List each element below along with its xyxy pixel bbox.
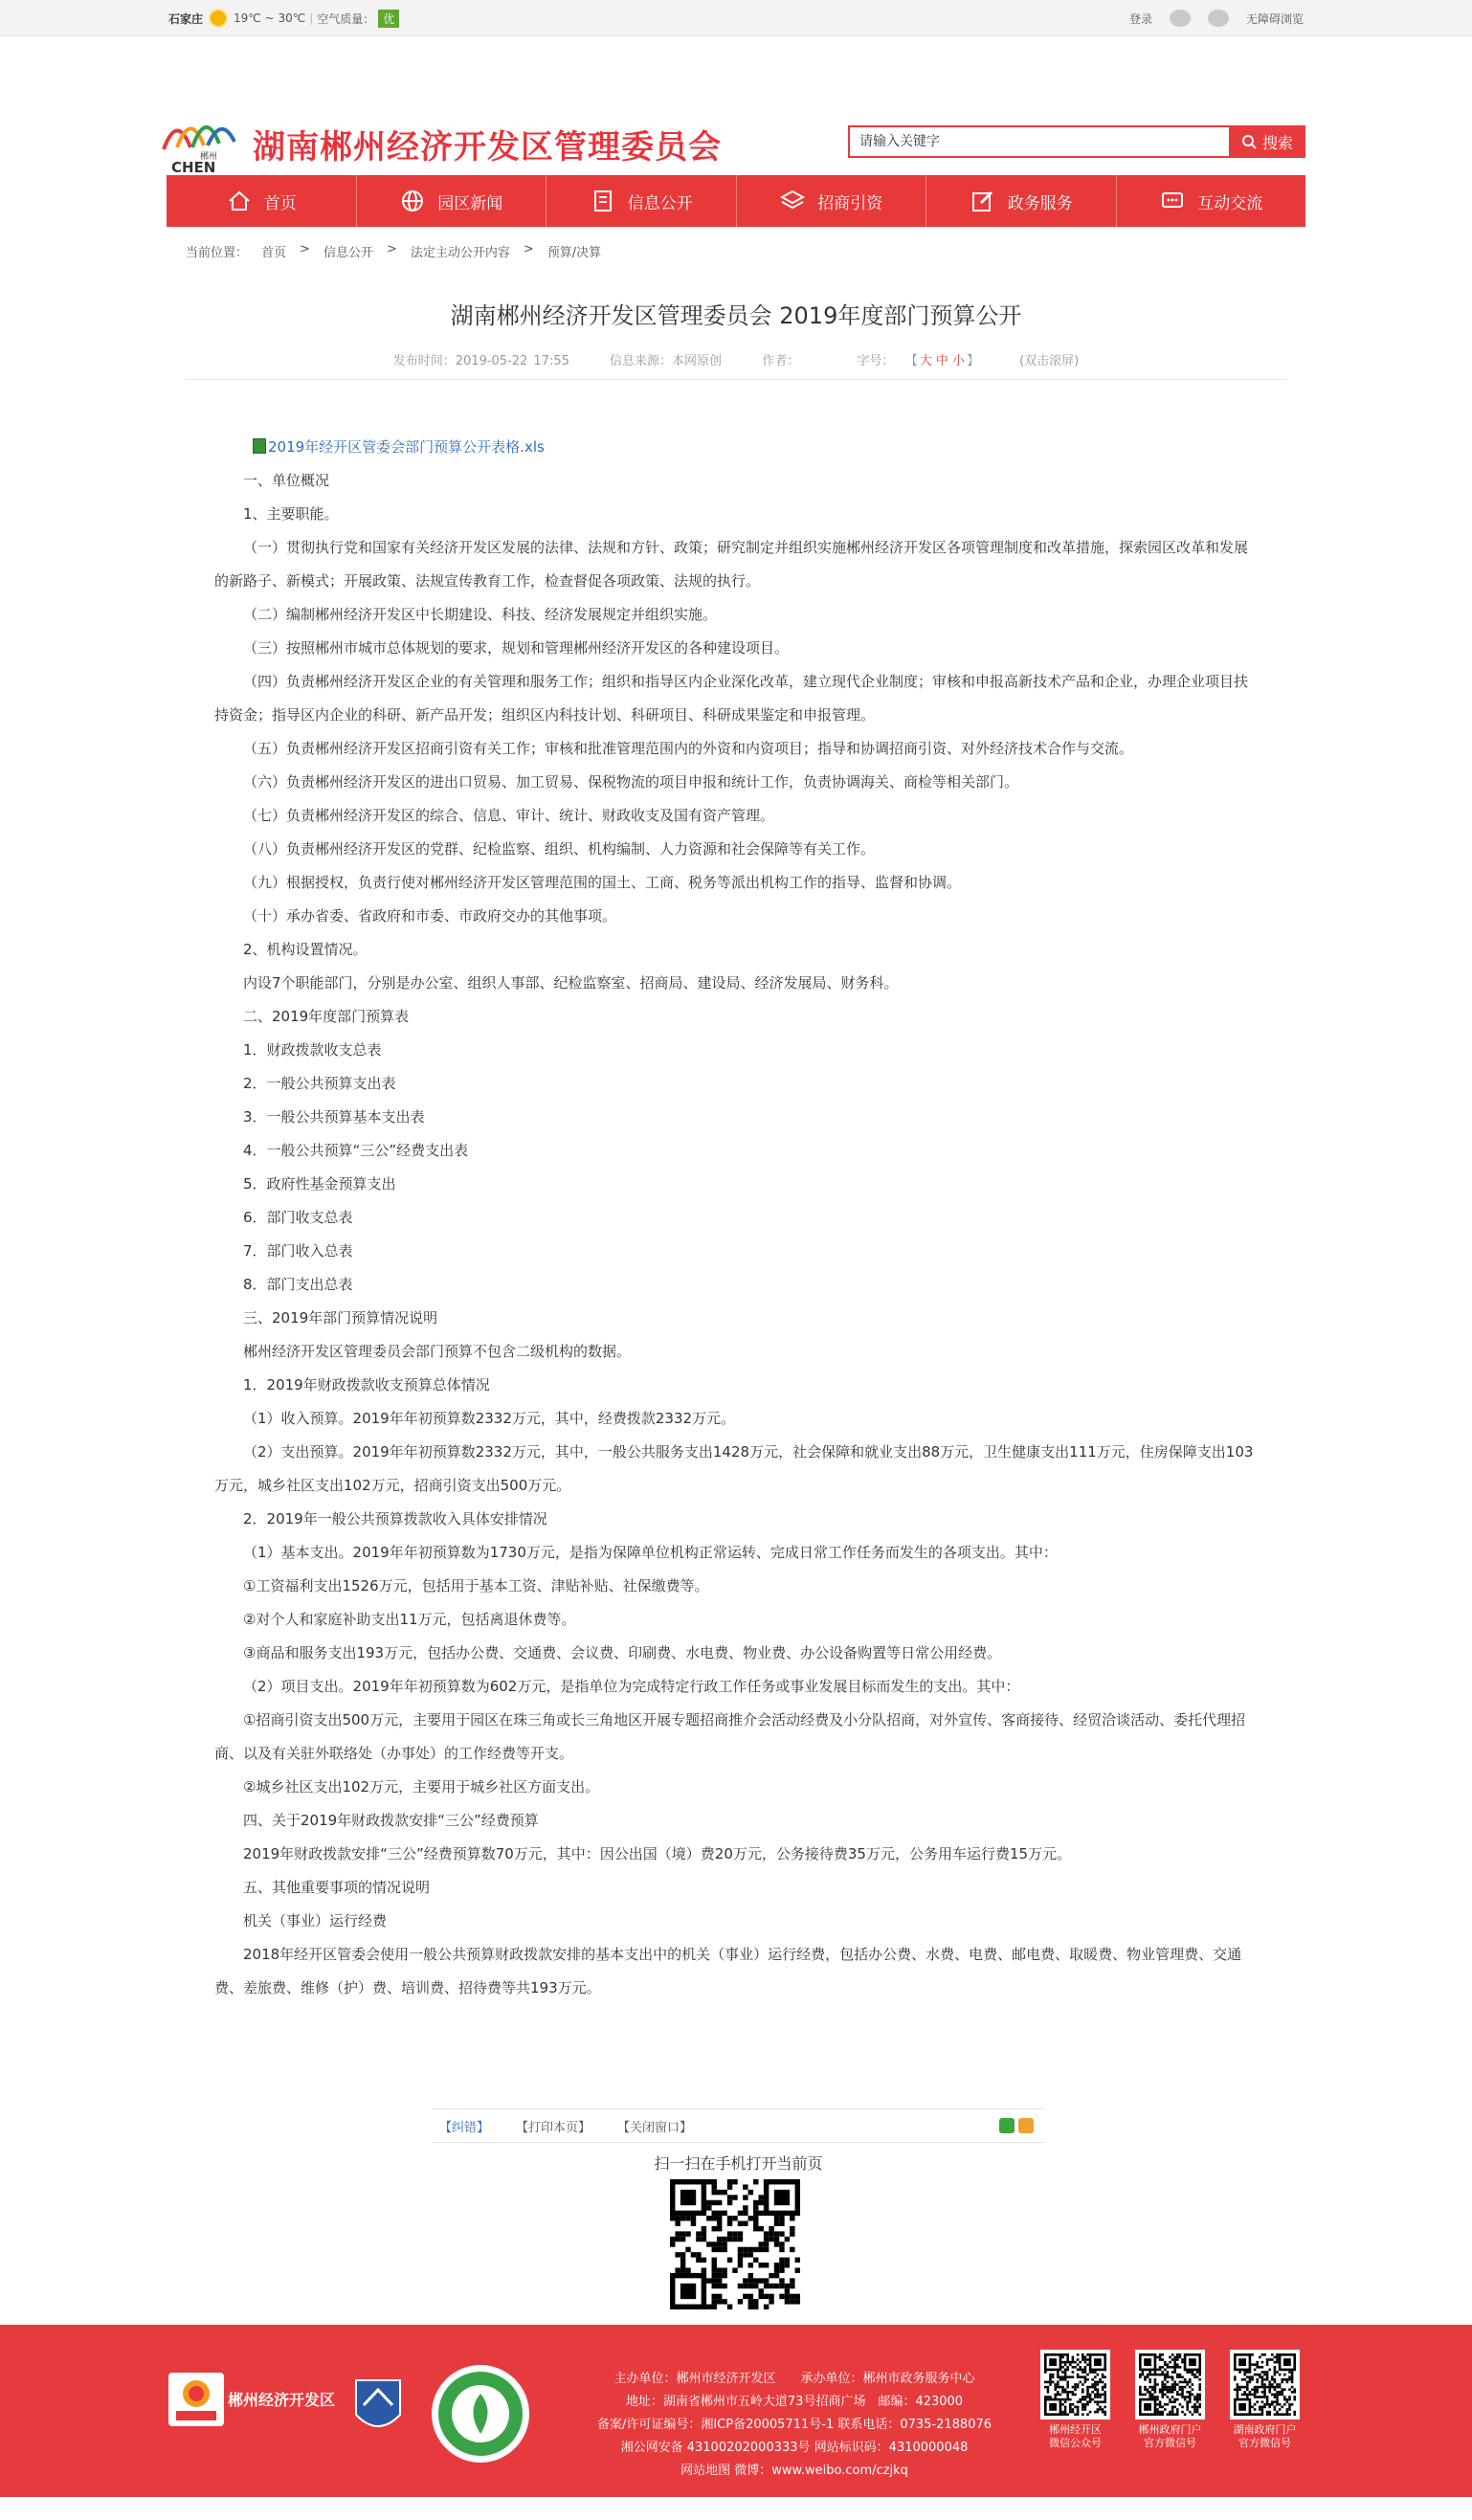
public-institution-badge [352, 2376, 404, 2438]
article-paragraph: 2．一般公共预算支出表 [243, 1075, 396, 1092]
article-paragraph: 1、主要职能。 [243, 505, 339, 523]
search-input[interactable] [848, 125, 1229, 158]
font-size-label: 字号： [857, 354, 895, 368]
weibo-share-icon[interactable] [1018, 2118, 1034, 2133]
nav-label: 政务服务 [1007, 193, 1073, 213]
article-paragraph: 一、单位概况 [243, 472, 330, 489]
footer-org-name: 郴州经济开发区 [228, 2391, 336, 2409]
article-paragraph: 内设7个职能部门，分别是办公室、组织人事部、纪检监察室、招商局、建设局、经济发展局、财务科。 [243, 974, 899, 992]
footer-qr-group [1039, 2350, 1301, 2450]
main-nav [167, 175, 1305, 227]
article-paragraph: 五、其他重要事项的情况说明 [243, 1879, 431, 1896]
nav-label: 互动交流 [1197, 193, 1263, 213]
civilized-unit-emblem [432, 2365, 529, 2463]
footer-address: 地址：湖南省郴州市五岭大道73号招商广场 邮编：423000 [625, 2395, 964, 2409]
nav-label: 园区新闻 [437, 193, 503, 213]
article-paragraph: 四、关于2019年财政拨款安排“三公”经费预算 [243, 1812, 539, 1829]
footer [0, 2325, 1472, 2497]
nav-label: 信息公开 [627, 193, 693, 213]
breadcrumb [186, 242, 601, 260]
logo-en: CHEN [171, 159, 216, 175]
czeda-logo [168, 2373, 224, 2426]
article-paragraph: （2）项目支出。2019年年初预算数为602万元，是指单位为完成特定行政工作任务或事业发展目标而发生的支出。其中： [243, 1678, 1020, 1695]
article-paragraph: 1．财政拨款收支总表 [243, 1041, 382, 1059]
separator: | [309, 11, 314, 25]
wechat-icon[interactable] [1208, 10, 1229, 27]
breadcrumb-item[interactable]: 法定主动公开内容 [410, 246, 510, 260]
article-source: 信息来源：本网原创 [610, 354, 723, 368]
nav-item-interact[interactable] [1117, 175, 1306, 227]
page-qr-code [670, 2179, 800, 2309]
article-paragraph: 机关（事业）运行经费 [243, 1912, 388, 1929]
article-paragraph: ①工资福利支出1526万元，包括用于基本工资、津贴补贴、社保缴费等。 [243, 1577, 709, 1595]
article-paragraph: （四）负责郴州经济开发区企业的有关管理和服务工作；组织和指导区内企业深化改革，建立现代企业制度；审核和申报高新技术产品和企业，办理企业项目扶持资金；指导区内企业的科研、新产品开发；组织区内科技计划、科研项目、科研成果鉴定和申报管理。 [214, 673, 1249, 724]
qr-caption: 官方微信号 [1144, 2437, 1196, 2449]
city-name: 石家庄 [168, 11, 204, 26]
qr-caption: 微信公众号 [1049, 2437, 1102, 2449]
footer-qr-item [1039, 2350, 1111, 2450]
qr-code-icon [1139, 2353, 1201, 2416]
breadcrumb-item[interactable]: 信息公开 [323, 246, 373, 260]
footer-icp[interactable]: 备案/许可证编号：湘ICP备20005711号-1 联系电话：0735-2188076 [596, 2418, 992, 2432]
article-paragraph: （三）按照郴州市城市总体规划的要求，规划和管理郴州经济开发区的各种建设项目。 [243, 639, 790, 657]
article-paragraph: ①招商引资支出500万元，主要用于园区在珠三角或长三角地区开展专题招商推介会活动经费及小分队招商，对外宣传、客商接待、经贸洽谈活动、委托代理招商、以及有关驻外联络处（办事处）的工作经费等开支。 [214, 1711, 1246, 1762]
nav-item-invest[interactable] [737, 175, 927, 227]
footer-qr-item [1229, 2350, 1301, 2450]
site-logo[interactable] [158, 103, 244, 175]
nav-label: 招商引资 [817, 193, 883, 213]
footer-sponsor: 主办单位：郴州市经济开发区 [613, 2372, 776, 2386]
breadcrumb-sep: > [386, 242, 397, 256]
divider [186, 379, 1286, 380]
layers-icon [779, 188, 806, 214]
article-author: 作者： [762, 354, 800, 368]
article-paragraph: 2018年经开区管委会使用一般公共预算财政拨款安排的基本支出中的机关（事业）运行经费，包括办公费、水费、电费、邮电费、取暖费、物业管理费、交通费、差旅费、维修（护）费、培训费、招待费等共193万元。 [214, 1946, 1242, 1996]
globe-icon [399, 188, 426, 214]
breadcrumb-sep: > [523, 242, 534, 256]
air-label: 空气质量： [317, 11, 375, 26]
article-paragraph: （五）负责郴州经济开发区招商引资有关工作；审核和批准管理范围内的外资和内资项目；指导和协调招商引资、对外经济技术合作与交流。 [243, 740, 1134, 757]
login-link[interactable]: 登录 [1128, 11, 1152, 26]
share-icons [999, 2118, 1034, 2133]
font-small-button[interactable]: 小 [951, 354, 965, 368]
breadcrumb-item[interactable]: 首页 [261, 246, 287, 260]
top-bar [0, 0, 1472, 36]
article-meta [167, 350, 1305, 368]
search-button-label: 搜索 [1261, 133, 1293, 152]
nav-item-info[interactable] [546, 175, 737, 227]
font-size-control: 字号： 【 大 中 小 】 [857, 354, 979, 368]
article-paragraph: 三、2019年部门预算情况说明 [243, 1309, 438, 1327]
qr-code-icon [1234, 2353, 1296, 2416]
footer-info [574, 2368, 1015, 2483]
nav-item-service[interactable] [926, 175, 1117, 227]
close-window-link[interactable]: 【关闭窗口】 [617, 2120, 693, 2135]
article-paragraph: （八）负责郴州经济开发区的党群、纪检监察、组织、机构编制、人力资源和社会保障等有关工作。 [243, 840, 876, 858]
article-paragraph: 6．部门收支总表 [243, 1209, 353, 1226]
article-paragraph: 2、机构设置情况。 [243, 941, 368, 958]
dblclick-scroll: (双击滚屏) [1019, 354, 1080, 368]
site-title: 湖南郴州经济开发区管理委员会 [253, 128, 722, 167]
article-paragraph: （九）根据授权，负责行使对郴州经济开发区管理范围的国土、工商、税务等派出机构工作的指导、监督和协调。 [243, 874, 962, 891]
weather-text: 19℃ ~ 30℃ [234, 11, 306, 25]
footer-qr-item [1134, 2350, 1206, 2450]
article-paragraph: （六）负责郴州经济开发区的进出口贸易、加工贸易、保税物流的项目申报和统计工作，负责协调海关、商检等相关部门。 [243, 773, 1019, 791]
correct-link[interactable]: 【纠错】 [439, 2120, 490, 2135]
footer-links[interactable]: 网站地图 微博：www.weibo.com/czjkq [680, 2464, 908, 2478]
article-paragraph: 郴州经济开发区管理委员会部门预算不包含二级机构的数据。 [243, 1343, 632, 1360]
article-paragraph: 1．2019年财政拨款收支预算总体情况 [243, 1376, 490, 1394]
footer-police[interactable]: 湘公网安备 43100202000333号 网站标识码：4310000048 [620, 2441, 969, 2455]
nav-label: 首页 [263, 193, 297, 213]
article-title: 湖南郴州经济开发区管理委员会 2019年度部门预算公开 [450, 302, 1022, 329]
nav-item-home[interactable] [167, 175, 357, 227]
font-big-button[interactable]: 大 [919, 354, 932, 368]
nav-item-news[interactable] [357, 175, 547, 227]
breadcrumb-sep: > [300, 242, 310, 256]
edit-icon [970, 188, 996, 214]
home-icon [226, 188, 253, 214]
weibo-icon[interactable] [1170, 10, 1191, 27]
qr-caption: 郴州经开区 [1049, 2423, 1102, 2436]
breadcrumb-prefix: 当前位置： [186, 246, 249, 260]
article-paragraph: 7．部门收入总表 [243, 1242, 353, 1260]
search-icon [1241, 134, 1257, 149]
wechat-share-icon[interactable] [999, 2118, 1015, 2133]
article-paragraph: 8．部门支出总表 [243, 1276, 353, 1293]
document-icon [590, 188, 616, 214]
article-paragraph: 二、2019年度部门预算表 [243, 1008, 410, 1025]
logo-cn: 郴州 [200, 152, 218, 162]
attachment-link[interactable] [214, 431, 1258, 464]
print-link[interactable]: 【打印本页】 [516, 2120, 591, 2135]
qr-caption: 官方微信号 [1238, 2437, 1291, 2449]
article-paragraph: ②对个人和家庭补助支出11万元，包括离退休费等。 [243, 1611, 576, 1628]
scan-text: 扫一扫在手机打开当前页 [654, 2154, 823, 2173]
qr-code-icon [1044, 2353, 1106, 2416]
font-mid-button[interactable]: 中 [935, 354, 948, 368]
article-paragraph: （1）基本支出。2019年年初预算数为1730万元，是指为保障单位机构正常运转、完成日常工作任务而发生的各项支出。其中： [243, 1544, 1058, 1561]
qr-caption: 郴州政府门户 [1138, 2423, 1202, 2436]
accessible-link[interactable]: 无障碍浏览 [1245, 11, 1304, 26]
article-paragraph: 2．2019年一般公共预算拨款收入具体安排情况 [243, 1510, 547, 1528]
excel-file-icon [253, 438, 266, 454]
footer-undertaker: 承办单位：郴州市政务服务中心 [800, 2372, 975, 2386]
chat-icon [1159, 188, 1186, 214]
sun-icon [211, 11, 226, 26]
article-body [214, 431, 1258, 2005]
attachment-label: 2019年经开区管委会部门预算公开表格.xls [268, 438, 545, 456]
article-paragraph: 4．一般公共预算“三公”经费支出表 [243, 1142, 469, 1159]
article-paragraph: 5．政府性基金预算支出 [243, 1175, 396, 1193]
breadcrumb-item[interactable]: 预算/决算 [546, 246, 602, 260]
article-paragraph: ②城乡社区支出102万元，主要用于城乡社区方面支出。 [243, 1778, 600, 1795]
article-paragraph: （一）贯彻执行党和国家有关经济开发区发展的法律、法规和方针、政策；研究制定并组织实施郴州经济开发区各项管理制度和改革措施，探索园区改革和发展的新路子、新模式；开展政策、法规宣传教育工作，检查督促各项政策、法规的执行。 [214, 539, 1249, 590]
article-paragraph: （七）负责郴州经济开发区的综合、信息、审计、统计、财政收支及国有资产管理。 [243, 807, 775, 824]
article-paragraph: 3．一般公共预算基本支出表 [243, 1108, 425, 1126]
bottom-strip [0, 2497, 1472, 2520]
topbar-right [1129, 10, 1304, 27]
article-paragraph: （2）支出预算。2019年年初预算数2332万元，其中，一般公共服务支出1428万元，社会保障和就业支出88万元，卫生健康支出111万元，住房保障支出103万元，城乡社区支出102万元，招商引资支出500万元。 [214, 1443, 1254, 1494]
search-button[interactable] [1229, 125, 1305, 158]
qr-caption: 湖南政府门户 [1233, 2423, 1297, 2436]
article-paragraph: ③商品和服务支出193万元，包括办公费、交通费、会议费、印刷费、水电费、物业费、办公设备购置等日常公用经费。 [243, 1644, 1002, 1661]
article-paragraph: （十）承办省委、省政府和市委、市政府交办的其他事项。 [243, 907, 617, 925]
article-paragraph: （1）收入预算。2019年年初预算数2332万元，其中，经费拨款2332万元。 [243, 1410, 736, 1427]
article-paragraph: （二）编制郴州经济开发区中长期建设、科技、经济发展规定并组织实施。 [243, 606, 718, 623]
header [0, 36, 1472, 175]
article-paragraph: 2019年财政拨款安排“三公”经费预算数70万元，其中：因公出国（境）费20万元，公务接待费35万元，公务用车运行费15万元。 [243, 1845, 1072, 1862]
air-quality-badge: 优 [378, 10, 399, 28]
search-box [848, 125, 1305, 158]
article-tools [432, 2108, 1045, 2143]
publish-time: 发布时间：2019-05-22 17:55 [392, 354, 569, 368]
